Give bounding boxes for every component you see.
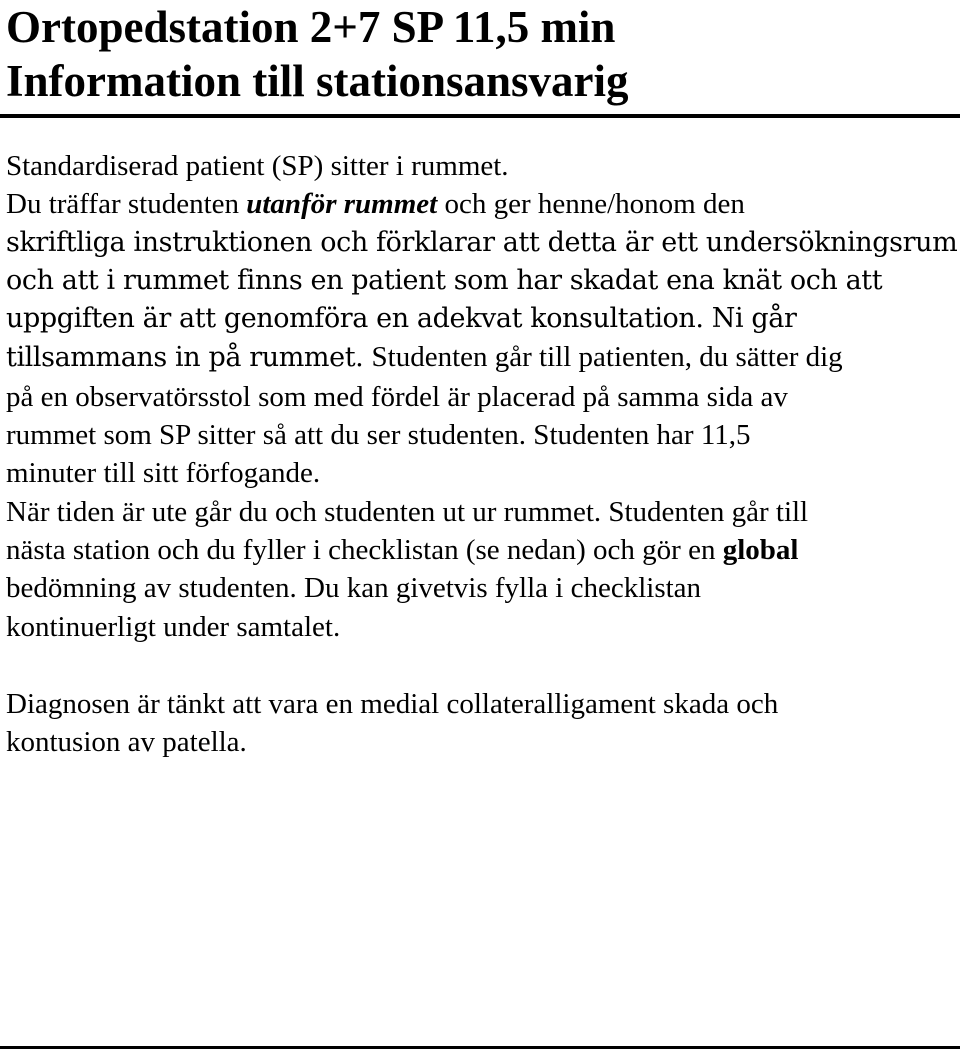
body-line xyxy=(6,608,956,646)
body-text: Diagnosen är tänkt att vara en medial collateralligament skada och xyxy=(6,687,779,720)
body-text: nästa station och du fyller i checklistan (se nedan) och gör en xyxy=(6,533,723,566)
body-text: tillsammans in på rummet. xyxy=(6,342,372,374)
body-text: på en observatörsstol som med fördel är placerad på samma sida av xyxy=(6,380,788,413)
body-text: kontinuerligt under samtalet. xyxy=(6,610,341,643)
body-line xyxy=(6,493,956,531)
body-line xyxy=(6,416,956,454)
body-text: minuter till sitt förfogande. xyxy=(6,457,321,490)
paragraph-gap xyxy=(6,646,956,685)
body-line xyxy=(6,378,956,416)
body-line xyxy=(6,723,956,761)
title-line-2: Information till stationsansvarig xyxy=(6,56,629,106)
emphasis-text: global xyxy=(722,533,799,566)
bottom-divider xyxy=(0,1046,960,1049)
body-text: bedömning av studenten. Du kan givetvis fylla i checklistan xyxy=(6,572,702,605)
body-line xyxy=(6,685,956,723)
body-line xyxy=(6,147,956,185)
body-line xyxy=(6,300,956,338)
body-text: Standardiserad patient (SP) sitter i rummet. xyxy=(6,150,509,182)
body-text: Studenten går till patienten, du sätter dig xyxy=(371,341,843,374)
body-line xyxy=(6,531,956,569)
emphasis-text: utanför rummet xyxy=(246,188,438,221)
body-line xyxy=(6,262,956,300)
body-text: och att i rummet finns en patient som har skadat ena knät och att xyxy=(6,264,883,296)
body-line xyxy=(6,569,956,607)
instructions-text xyxy=(6,147,956,761)
body-text: rummet som SP sitter så att du ser studenten. Studenten har 11,5 xyxy=(6,419,751,452)
body-text: och ger henne/honom den xyxy=(437,188,745,221)
title-divider xyxy=(0,114,960,118)
body-text: skriftliga instruktionen och förklarar att detta är ett undersökningsrum xyxy=(6,226,958,258)
body-line xyxy=(6,338,956,377)
body-line xyxy=(6,224,956,262)
page-title xyxy=(6,0,956,108)
body-text: kontusion av patella. xyxy=(6,726,247,759)
body-text: uppgiften är att genomföra en adekvat konsultation. Ni går xyxy=(6,303,797,335)
body-text: När tiden är ute går du och studenten ut ur rummet. Studenten går till xyxy=(6,495,809,528)
body-line xyxy=(6,454,956,492)
body-text: Du träffar studenten xyxy=(6,188,247,221)
title-line-1: Ortopedstation 2+7 SP 11,5 min xyxy=(6,2,616,52)
body-line xyxy=(6,185,956,223)
